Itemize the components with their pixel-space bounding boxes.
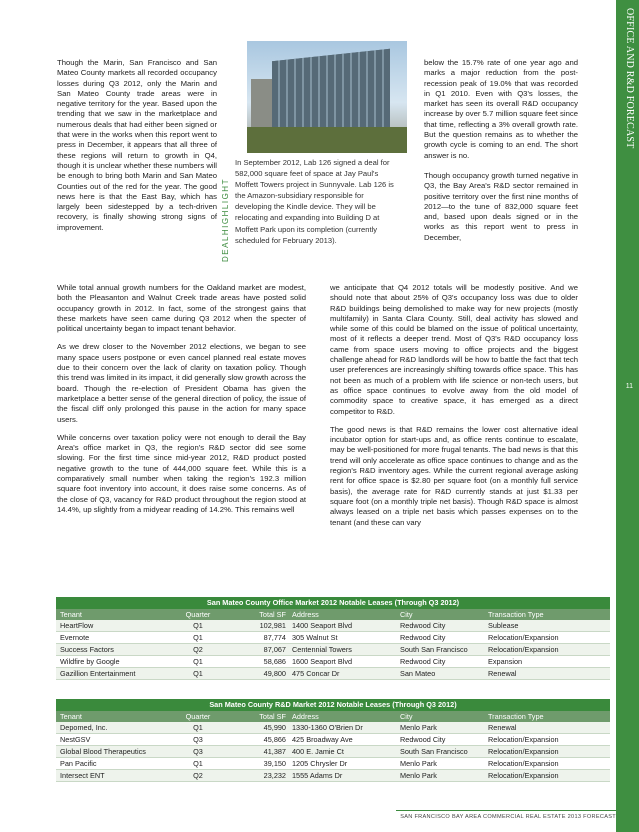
cell: South San Francisco <box>400 747 468 756</box>
paragraph: The good news is that R&D remains the lower cost alternative ideal incubator option for start-ups and, as office rents continue to escalate, may be well-positioned for more frugal tenants. The bad news is that this trend will only accelerate as office space continues to change and as the region's R&D inventory ages. While the current regional average asking rent for office space is $2.80 per square foot (on a monthly full service basis), the average rate for R&D currently stands at just $1.33 per square foot (on a monthly triple net basis). Though R&D space is almost always leased on a triple net basis which passes expenses on to the tenant (and these can vary <box>330 424 578 527</box>
cell: 58,686 <box>263 657 286 666</box>
cell: Depomed, Inc. <box>60 723 108 732</box>
table-row <box>56 734 610 746</box>
cell: Relocation/Expansion <box>488 735 559 744</box>
right-top-column <box>424 58 578 249</box>
cell: San Mateo <box>400 669 436 678</box>
cell: Evernote <box>60 633 90 642</box>
cell: Q1 <box>193 669 203 678</box>
table-row <box>56 632 610 644</box>
cell: 49,800 <box>263 669 286 678</box>
footer-rule <box>396 810 616 811</box>
cell: Expansion <box>488 657 523 666</box>
cell: Success Factors <box>60 645 114 654</box>
cell: 45,866 <box>263 735 286 744</box>
cell: Menlo Park <box>400 723 437 732</box>
cell: Q1 <box>193 657 203 666</box>
header-address: Address <box>292 610 319 619</box>
deal-highlight-text: In September 2012, Lab 126 signed a deal for 582,000 square feet of space at Jay Paul's Moffett Towers project in Sunnyvale. Lab 126 is the Amazon-subsidiary responsible for developing the Kindle device. They will be relocating and expanding into Building D at Moffett Park upon its completion (currently scheduled for February 2013). <box>235 158 394 245</box>
cell: 1330-1360 O'Brien Dr <box>292 723 363 732</box>
table-title: San Mateo County Office Market 2012 Notable Leases (Through Q3 2012) <box>56 597 610 609</box>
table-row <box>56 644 610 656</box>
header-quarter: Quarter <box>185 712 211 721</box>
header-total-sf: Total SF <box>259 712 286 721</box>
cell: Redwood City <box>400 621 446 630</box>
cell: Sublease <box>488 621 519 630</box>
table-body <box>56 722 610 782</box>
lower-left-column <box>57 283 306 521</box>
paragraph: Though occupancy growth turned negative in Q3, the Bay Area's R&D sector remained in positive territory over the first nine months of 2012—to the tune of 832,000 square feet and, based upon deals signed or in the works as this report went to press in December, <box>424 170 578 242</box>
office-leases-table <box>56 597 610 680</box>
header-address: Address <box>292 712 319 721</box>
cell: Relocation/Expansion <box>488 645 559 654</box>
cell: Q1 <box>193 723 203 732</box>
table-row <box>56 770 610 782</box>
table-row <box>56 722 610 734</box>
cell: 1205 Chrysler Dr <box>292 759 348 768</box>
cell: Global Blood Therapeutics <box>60 747 146 756</box>
cell: Centennial Towers <box>292 645 352 654</box>
table-row <box>56 758 610 770</box>
cell: 23,232 <box>263 771 286 780</box>
photo-trees <box>247 127 407 153</box>
cell: Relocation/Expansion <box>488 771 559 780</box>
table-body <box>56 620 610 680</box>
cell: Intersect ENT <box>60 771 105 780</box>
cell: South San Francisco <box>400 645 468 654</box>
cell: 1555 Adams Dr <box>292 771 343 780</box>
cell: Q2 <box>193 645 203 654</box>
rd-leases-table <box>56 699 610 782</box>
paragraph: While concerns over taxation policy were not enough to derail the Bay Area's office market in Q3, the region's R&D sector did see some slowing. For the first time since mid-year 2012, R&D product posted negative growth to the tune of 444,000 square feet. While this is a comparatively small number when taking the region's 192.3 million square foot inventory into account, it does raise some concerns. As of the close of Q3, vacancy for R&D product throughout the region stood at 14.4%, up slightly from a midyear reading of 14.2%. This remains well <box>57 432 306 514</box>
left-column <box>57 58 217 239</box>
cell: Q1 <box>193 633 203 642</box>
building-photo <box>247 41 407 153</box>
header-transaction-type: Transaction Type <box>488 712 544 721</box>
header-city: City <box>400 610 413 619</box>
cell: 1600 Seaport Blvd <box>292 657 353 666</box>
cell: 102,981 <box>259 621 286 630</box>
table-header <box>56 609 610 620</box>
header-quarter: Quarter <box>185 610 211 619</box>
cell: 41,387 <box>263 747 286 756</box>
right-column <box>330 283 578 534</box>
paragraph: Though the Marin, San Francisco and San Mateo County markets all recorded occupancy losses during Q3 2012, only the Marin and San Mateo County trade areas were in negative territory for the year. Based upon the trending that we saw in the marketplace and numerous deals that had either been signed or that were in the works when this report went to press in December, it appears that all three of these regions will return to growth in Q4, though it is unclear whether these numbers will be enough to bring both Marin and San Mateo Counties out of the red for the year. The good news here is that the East Bay, which has largely been sidestepped by a tech-driven recovery, is finally showing strong signs of improvement. <box>57 58 217 232</box>
cell: Renewal <box>488 723 517 732</box>
cell: 425 Broadway Ave <box>292 735 353 744</box>
cell: Q3 <box>193 747 203 756</box>
cell: Q2 <box>193 771 203 780</box>
table-row <box>56 620 610 632</box>
cell: Menlo Park <box>400 771 437 780</box>
table-header <box>56 711 610 722</box>
cell: 400 E. Jamie Ct <box>292 747 344 756</box>
cell: Redwood City <box>400 657 446 666</box>
side-tab <box>616 0 639 832</box>
cell: Menlo Park <box>400 759 437 768</box>
header-city: City <box>400 712 413 721</box>
cell: HeartFlow <box>60 621 94 630</box>
table-row <box>56 656 610 668</box>
table-row <box>56 668 610 680</box>
cell: Relocation/Expansion <box>488 747 559 756</box>
cell: Redwood City <box>400 735 446 744</box>
table-title: San Mateo County R&D Market 2012 Notable Leases (Through Q3 2012) <box>56 699 610 711</box>
page-number: 11 <box>625 383 633 390</box>
cell: Q1 <box>193 621 203 630</box>
cell: 87,067 <box>263 645 286 654</box>
cell: Wildfire by Google <box>60 657 120 666</box>
cell: NestGSV <box>60 735 91 744</box>
cell: 87,774 <box>263 633 286 642</box>
cell: Q3 <box>193 735 203 744</box>
cell: Relocation/Expansion <box>488 759 559 768</box>
cell: Q1 <box>193 759 203 768</box>
paragraph: below the 15.7% rate of one year ago and marks a major reduction from the post-recession peak of 19.0% that was recorded in Q1 2010. Even with Q3's losses, the market has seen its overall R&D occupancy increase by over 5.7 million square feet since that time, reflecting a 3% overall growth rate. But the question remains as to whether the growth cycle is coming to an end. The short answer is no. <box>424 58 578 160</box>
paragraph: As we drew closer to the November 2012 elections, we began to see many space users postpone or even cancel planned real estate moves due to their concern over the lack of clarity on taxation policy. Though this trend was limited in its impact, it did generally slow growth across the board. Though the re-election of President Obama has given the marketplace a better sense of the general direction of policy, the issue of the fiscal cliff only prolonged this pause in the action for many space users. <box>57 342 306 424</box>
table-row <box>56 746 610 758</box>
cell: Gazillion Entertainment <box>60 669 136 678</box>
cell: 39,150 <box>263 759 286 768</box>
header-total-sf: Total SF <box>259 610 286 619</box>
paragraph: While total annual growth numbers for the Oakland market are modest, both the Pleasanton and Walnut Creek trade areas have posted solid occupancy growth in 2012. In fact, some of the strongest gains that these markets have seen came during Q3 2012 when the specter of political uncertainty began to impact tenant behavior. <box>57 283 306 334</box>
footer: SAN FRANCISCO BAY AREA COMMERCIAL REAL ESTATE 2013 FORECAST <box>400 814 616 820</box>
paragraph: we anticipate that Q4 2012 totals will be modestly positive. And we should note that about 25% of Q3's occupancy loss was due to older R&D buildings being demolished to make way for new projects (mostly multifamily) in Santa Clara County. Still, deal activity has slowed and while some of this could be blamed on the issue of political uncertainty, most of it reflects a deeper trend. Most of Q3's R&D occupancy loss came from space users moving to office projects and the biggest challenge ahead for R&D landlords will be how to battle the fact that tech user preferences are increasingly shifting towards office space. This has not been as much of a problem with life science or non-tech users, but as office space continues to evolve away from the old model of commodity space to creative space, it has emerged as a direct competitor to R&D. <box>330 283 578 416</box>
header-tenant: Tenant <box>60 712 82 721</box>
header-transaction-type: Transaction Type <box>488 610 544 619</box>
section-title-text: OFFICE AND R&D FORECAST <box>624 8 635 149</box>
cell: Redwood City <box>400 633 446 642</box>
cell: 475 Concar Dr <box>292 669 340 678</box>
cell: 45,990 <box>263 723 286 732</box>
cell: 305 Walnut St <box>292 633 338 642</box>
cell: Renewal <box>488 669 517 678</box>
header-tenant: Tenant <box>60 610 82 619</box>
cell: Pan Pacific <box>60 759 97 768</box>
cell: Relocation/Expansion <box>488 633 559 642</box>
section-title <box>618 8 638 208</box>
cell: 1400 Seaport Blvd <box>292 621 353 630</box>
deal-highlight-label: DEALHIGHLIGHT <box>221 178 230 262</box>
